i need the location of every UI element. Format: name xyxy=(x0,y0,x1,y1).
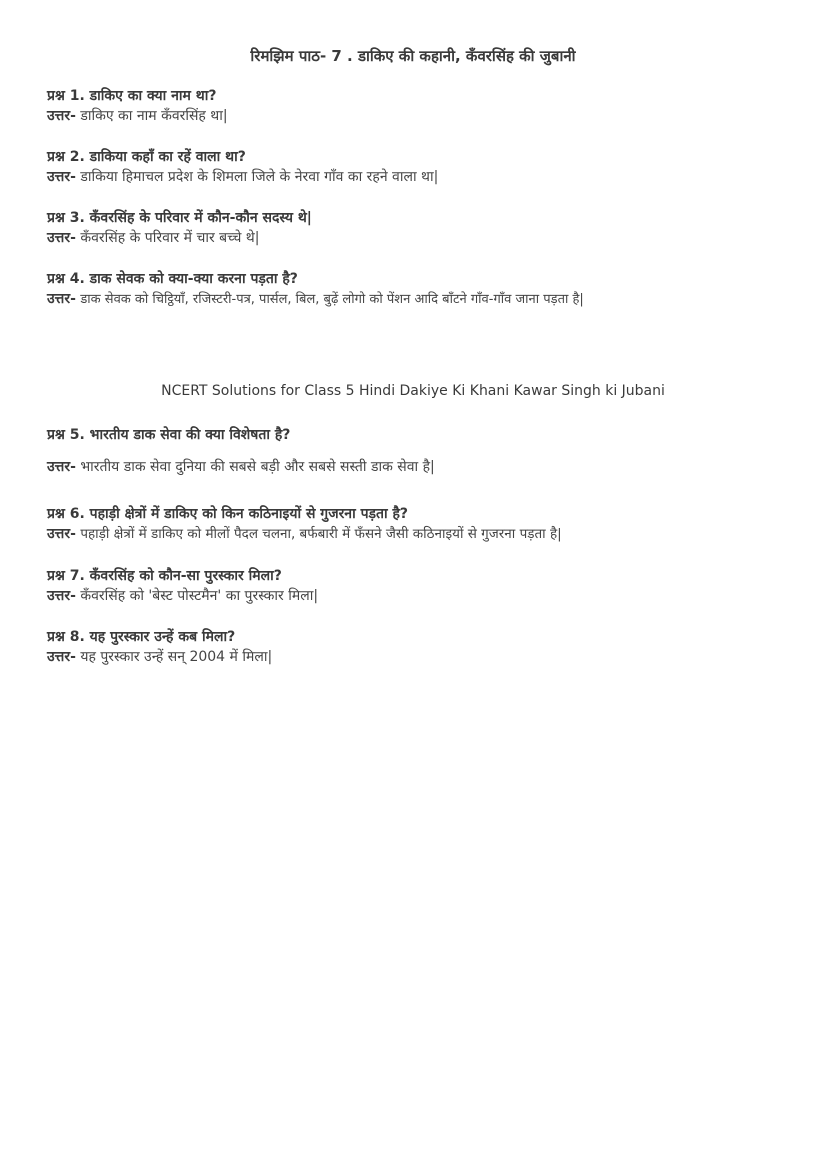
answer-text: पहाड़ी क्षेत्रों में डाकिए को मीलों पैदल चलना, बर्फबारी में फँसने जैसी कठिनाइयों से गुजरना पड़ता है| xyxy=(80,526,562,542)
qa-item-3 xyxy=(47,208,787,248)
answer-4 xyxy=(47,289,787,310)
question-5: प्रश्न 5. भारतीय डाक सेवा की क्या विशेषता है? xyxy=(47,427,291,443)
qa-item-7 xyxy=(47,566,787,606)
answer-3 xyxy=(47,228,787,248)
qa-item-8 xyxy=(47,627,787,667)
answer-text: डाक सेवक को चिट्ठियाँ, रजिस्टरी-पत्र, पार्सल, बिल, बुढ़ें लोगो को पेंशन आदि बाँटने गाँव-गाँव जाना पड़ता है| xyxy=(80,292,584,307)
qa-item-2 xyxy=(47,147,787,187)
answer-label: उत्तर- xyxy=(47,108,76,124)
question-7: प्रश्न 7. कँवरसिंह को कौन-सा पुरस्कार मिला? xyxy=(47,568,282,584)
answer-label: उत्तर- xyxy=(47,526,76,542)
answer-label: उत्तर- xyxy=(47,169,76,185)
answer-text: कँवरसिंह के परिवार में चार बच्चे थे| xyxy=(80,230,260,246)
answer-text: यह पुरस्कार उन्हें सन् 2004 में मिला| xyxy=(80,649,273,665)
question-4: प्रश्न 4. डाक सेवक को क्या-क्या करना पड़ता है? xyxy=(47,271,298,287)
answer-text: भारतीय डाक सेवा दुनिया की सबसे बड़ी और सबसे सस्ती डाक सेवा है| xyxy=(80,459,435,475)
question-3: प्रश्न 3. कँवरसिंह के परिवार में कौन-कौन सदस्य थे| xyxy=(47,210,312,226)
question-6: प्रश्न 6. पहाड़ी क्षेत्रों में डाकिए को किन कठिनाइयों से गुजरना पड़ता है? xyxy=(47,506,409,522)
question-1: प्रश्न 1. डाकिए का क्या नाम था? xyxy=(47,88,217,104)
answer-7 xyxy=(47,586,787,606)
qa-item-4 xyxy=(47,269,787,310)
answer-label: उत्तर- xyxy=(47,649,76,665)
question-2: प्रश्न 2. डाकिया कहाँ का रहें वाला था? xyxy=(47,149,246,165)
question-8: प्रश्न 8. यह पुरस्कार उन्हें कब मिला? xyxy=(47,629,236,645)
qa-item-1 xyxy=(47,86,787,126)
answer-label: उत्तर- xyxy=(47,588,76,604)
answer-label: उत्तर- xyxy=(47,230,76,246)
qa-item-5 xyxy=(47,425,787,477)
page-title: रिमझिम पाठ- 7 . डाकिए की कहानी, कँवरसिंह की जुबानी xyxy=(250,47,576,65)
answer-6 xyxy=(47,524,787,544)
answer-5 xyxy=(47,457,787,477)
answer-1 xyxy=(47,106,787,126)
answer-text: डाकिया हिमाचल प्रदेश के शिमला जिले के नेरवा गाँव का रहने वाला था| xyxy=(80,169,439,185)
answer-text: कँवरसिंह को 'बेस्ट पोस्टमैन' का पुरस्कार मिला| xyxy=(80,588,319,604)
answer-label: उत्तर- xyxy=(47,291,76,307)
answer-8 xyxy=(47,647,787,667)
section-heading: NCERT Solutions for Class 5 Hindi Dakiye Ki Khani Kawar Singh ki Jubani xyxy=(161,383,665,399)
answer-text: डाकिए का नाम कँवरसिंह था| xyxy=(80,108,228,124)
answer-2 xyxy=(47,167,787,187)
answer-label: उत्तर- xyxy=(47,459,76,475)
qa-item-6 xyxy=(47,504,787,544)
